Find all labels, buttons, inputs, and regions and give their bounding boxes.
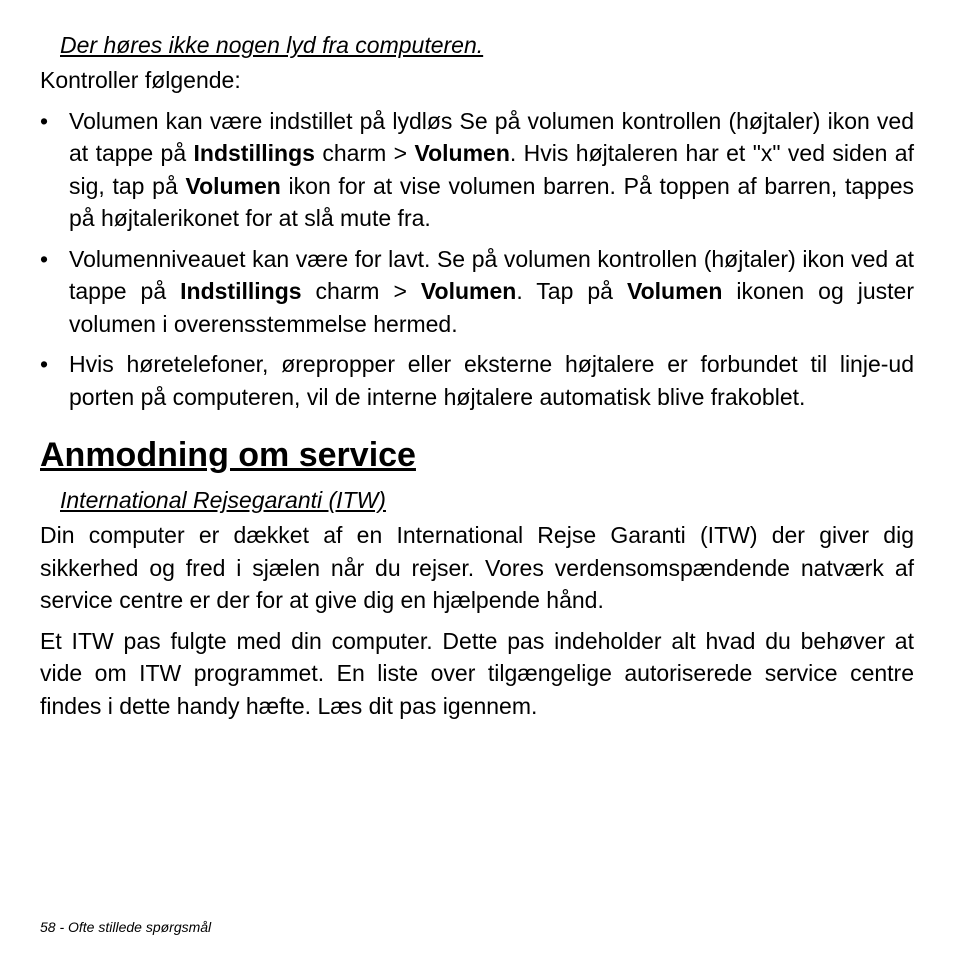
volume-label: Volumen [185, 172, 281, 199]
volume-label: Volumen [414, 140, 510, 166]
list-item-text: . Hvis højtaleren har et "x" ved siden af sig, tap på [69, 140, 914, 199]
bullet-icon: • [40, 351, 49, 377]
sound-subheading: Der høres ikke nogen lyd fra computeren. [60, 32, 484, 58]
checklist [40, 105, 914, 414]
list-item-text: Hvis høretelefoner, ørepropper eller eksterne højtalere er forbundet til linje-ud porten på computeren, vil de interne højtalere automatisk blive frakoblet. [69, 351, 914, 410]
settings-charm-label: Indstillings [180, 278, 302, 304]
bullet-icon: • [40, 107, 49, 134]
section-title: Anmodning om service [40, 436, 416, 474]
itw-paragraph: Et ITW pas fulgte med din computer. Dette pas indeholder alt hvad du behøver at vide om ITW programmet. En liste over tilgængelige autoriserede service centre findes i dette handy hæfte. Læs dit pas igennem. [40, 627, 914, 719]
list-item-text: ikon for at vise volumen barren. På toppen af barren, tappes på højtalerikonet for at slå mute fra. [69, 172, 914, 231]
list-item [40, 243, 914, 341]
itw-subheading: International Rejsegaranti (ITW) [60, 487, 386, 513]
intro-text: Kontroller følgende: [40, 67, 241, 93]
itw-paragraph: Din computer er dækket af en International Rejse Garanti (ITW) der giver dig sikkerhed og fred i sjælen når du rejser. Vores verdensomspændende natværk af service centre er der for at give dig en hjælpende hånd. [40, 522, 914, 613]
list-item [40, 348, 914, 413]
list-item-text: ikonen og juster volumen i overensstemmelse hermed. [69, 278, 914, 337]
list-item-text: charm > [314, 140, 415, 166]
list-item-text: Volumenniveauet kan være for lavt. Se på volumen kontrollen (højtaler) ikon ved at tappe på [69, 245, 914, 304]
volume-label: Volumen [626, 278, 723, 304]
list-item-text: . Tap på [516, 278, 627, 304]
page-footer: 58 - Ofte stillede spørgsmål [40, 919, 212, 935]
list-item-text: charm > [301, 278, 421, 304]
list-item [40, 105, 914, 235]
volume-label: Volumen [420, 278, 517, 304]
list-item-text: Volumen kan være indstillet på lydløs Se på volumen kontrollen (højtaler) ikon ved at tappe på [69, 107, 914, 166]
bullet-icon: • [40, 245, 49, 272]
document-page [40, 30, 914, 730]
settings-charm-label: Indstillings [193, 140, 315, 166]
